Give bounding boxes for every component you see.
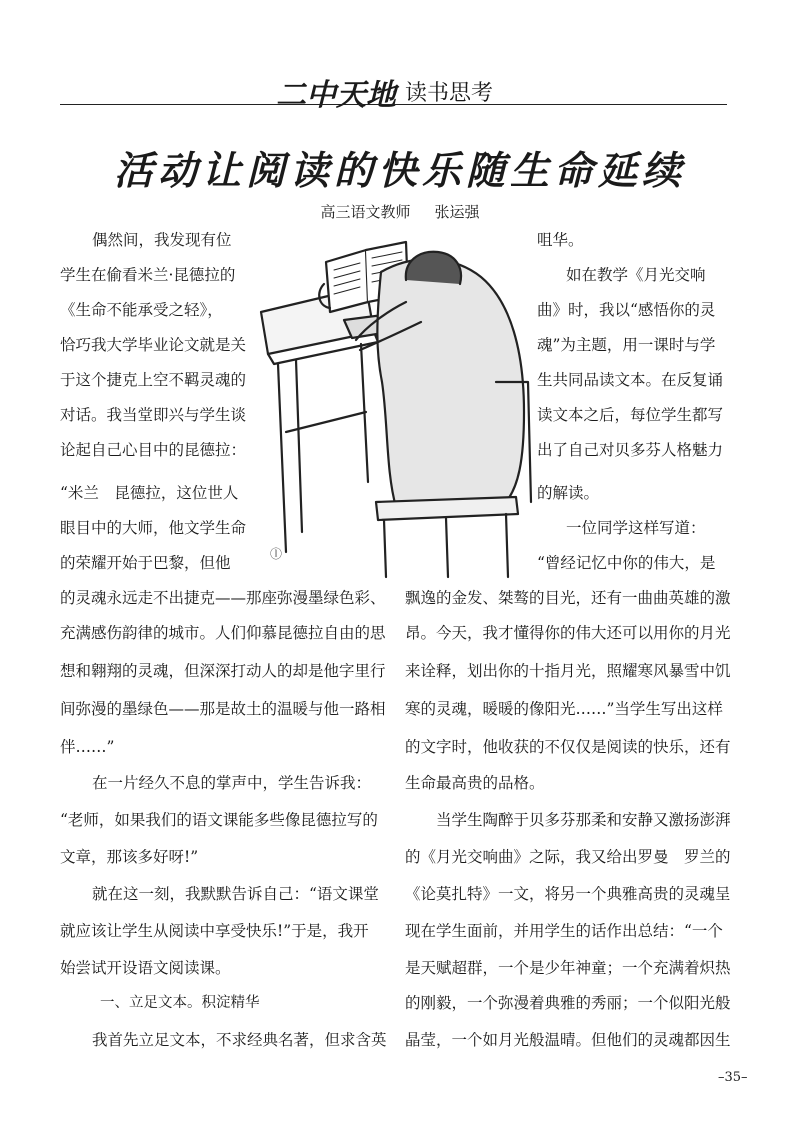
text-line: “老师，如果我们的语文课能多些像昆德拉写的	[60, 811, 378, 829]
text-line: 来诠释，划出你的十指月光，照耀寒风暴雪中饥	[405, 662, 731, 680]
section-heading: 一、立足文本。积淀精华	[100, 995, 260, 1011]
page-number: –35–	[718, 1070, 748, 1085]
text-line: 昂。今天，我才懂得你的伟大还可以用你的月光	[405, 624, 731, 642]
text-line: 现在学生面前，并用学生的话作出总结：“一个	[405, 922, 723, 940]
text-line: 充满感伤韵律的城市。人们仰慕昆德拉自由的思	[60, 624, 386, 642]
text-line: 文章，那该多好呀!”	[60, 848, 199, 866]
text-line: 的《月光交响曲》之际，我又给出罗曼 罗兰的	[405, 848, 731, 866]
text-line: 一位同学这样写道：	[566, 519, 706, 537]
header-rule	[60, 104, 727, 105]
byline	[0, 201, 800, 222]
text-line: 《生命不能承受之轻》，	[60, 301, 223, 319]
text-line: 咀华。	[537, 231, 584, 249]
text-line: 如在教学《月光交响	[566, 266, 706, 284]
text-line: 生命最高贵的品格。	[405, 774, 545, 792]
text-line: 的荣耀开始于巴黎，但他	[60, 554, 231, 572]
author-name: 张运强	[434, 203, 480, 221]
svg-text:ⓛ: ⓛ	[270, 547, 283, 561]
text-line: 生共同品读文本。在反复诵	[537, 371, 724, 389]
text-line: 曲》时，我以“感悟你的灵	[537, 301, 716, 319]
text-line: 的刚毅，一个弥漫着典雅的秀丽；一个似阳光般	[405, 994, 731, 1012]
text-line: 魂”为主题，用一课时与学	[537, 336, 716, 354]
section-brand-logo: 二中天地	[276, 78, 396, 113]
text-line: 就在这一刻，我默默告诉自己：“语文课堂	[92, 885, 379, 903]
text-line: 的灵魂永远走不出捷克——那座弥漫墨绿色彩、	[60, 589, 386, 607]
text-line: 《论莫扎特》一文，将另一个典雅高贵的灵魂呈	[405, 885, 731, 903]
text-line: 就应该让学生从阅读中享受快乐!”于是，我开	[60, 922, 369, 940]
text-line: 眼目中的大师，他文学生命	[60, 519, 247, 537]
text-line: 学生在偷看米兰·昆德拉的	[60, 266, 236, 284]
student-reading-illustration	[256, 232, 541, 582]
text-line: 出了自己对贝多芬人格魅力	[537, 441, 724, 459]
author-role: 高三语文教师	[320, 203, 411, 221]
text-line: 恰巧我大学毕业论文就是关	[60, 336, 247, 354]
text-line: 于这个捷克上空不羁灵魂的	[60, 371, 247, 389]
text-line: 当学生陶醉于贝多芬那柔和安静又激扬澎湃	[436, 811, 731, 829]
text-line: 飘逸的金发、桀骜的目光，还有一曲曲英雄的激	[405, 589, 731, 607]
text-line: 我首先立足文本，不求经典名著，但求含英	[92, 1031, 387, 1049]
text-line: 的文字时，他收获的不仅仅是阅读的快乐，还有	[405, 738, 731, 756]
text-line: 伴……”	[60, 738, 115, 756]
text-line: 寒的灵魂，暖暖的像阳光……”当学生写出这样	[405, 700, 723, 718]
text-line: “米兰 昆德拉，这位世人	[60, 484, 239, 502]
text-line: 论起自己心目中的昆德拉：	[60, 441, 247, 459]
section-name: · 读书思考	[391, 81, 493, 106]
text-line: 对话。我当堂即兴与学生谈	[60, 406, 247, 424]
text-line: 读文本之后，每位学生都写	[537, 406, 724, 424]
text-line: 想和翱翔的灵魂，但深深打动人的却是他字里行	[60, 662, 386, 680]
text-line: 始尝试开设语文阅读课。	[60, 959, 231, 977]
text-line: 是天赋超群，一个是少年神童；一个充满着炽热	[405, 959, 731, 977]
text-line: 在一片经久不息的掌声中，学生告诉我：	[92, 774, 372, 792]
text-line: “曾经记忆中你的伟大，是	[537, 554, 716, 572]
text-line: 晶莹，一个如月光般温晴。但他们的灵魂都因生	[405, 1031, 731, 1049]
text-line: 偶然间，我发现有位	[92, 231, 232, 249]
text-line: 间弥漫的墨绿色——那是故土的温暖与他一路相	[60, 700, 386, 718]
article-title: 活动让阅读的快乐随生命延续	[113, 148, 686, 194]
text-line: 的解读。	[537, 484, 600, 502]
